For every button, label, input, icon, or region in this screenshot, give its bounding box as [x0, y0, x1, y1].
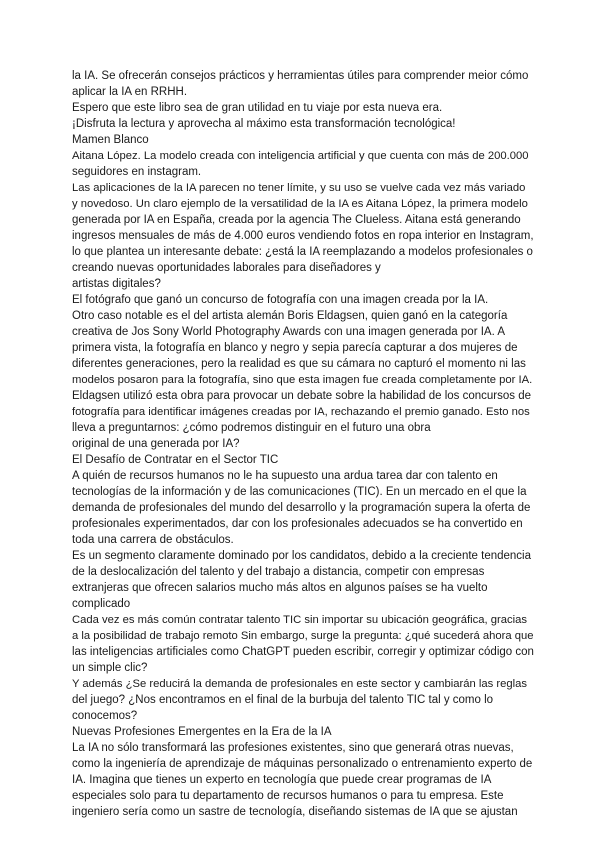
text-line: artistas digitales? [72, 278, 161, 290]
text-line: creativa de Jos Sony World Photography Awards con una imagen generada por IA. A [72, 326, 506, 338]
text-line: de la deslocalización del talento y del trabajo a distancia, competir con empresas [72, 566, 485, 578]
text-line: La IA no sólo transformará las profesiones existentes, sino que generará otras nuevas, [72, 742, 514, 754]
section-heading: Nuevas Profesiones Emergentes en la Era de la IA [72, 726, 332, 738]
document-page [72, 68, 534, 820]
text-line: original de una generada por IA? [72, 438, 240, 450]
text-line: fotografía para identificar imágenes creadas por IA, rechazando el premio ganado. Esto nos [72, 406, 530, 418]
text-line: Espero que este libro sea de gran utilidad en tu viaje por esta nueva era. [72, 102, 443, 114]
text-line: creando nuevas oportunidades laborales para diseñadores y [72, 262, 381, 274]
text-line: Aitana López. La modelo creada con inteligencia artificial y que cuenta con más de 200.000 [72, 150, 529, 162]
text-line: y novedoso. Un claro ejemplo de la versatilidad de la IA es Aitana López, la primera modelo [72, 198, 528, 210]
text-line: aplicar la IA en RRHH. [72, 86, 188, 98]
text-line: lo que plantea un interesante debate: ¿está la IA reemplazando a modelos profesionales o [72, 246, 533, 258]
text-line: ingresos mensuales de más de 4.000 euros vendiendo fotos en ropa interior en Instagram, [72, 230, 534, 242]
text-line: las inteligencias artificiales como ChatGPT pueden escribir, corregir y optimizar código con [72, 646, 534, 658]
text-line: conocemos? [72, 710, 138, 722]
text-line: Y además ¿Se reducirá la demanda de profesionales en este sector y cambiarán las reglas [72, 678, 528, 690]
text-line: Las aplicaciones de la IA parecen no tener límite, y su uso se vuelve cada vez más variado [72, 182, 526, 194]
author-name: Mamen Blanco [72, 134, 149, 146]
text-line: lleva a preguntarnos: ¿cómo podremos distinguir en el futuro una obra [72, 422, 431, 434]
text-line: IA. Imagina que tienes un experto en tecnología que puede crear programas de IA [72, 774, 492, 786]
text-line: toda una carrera de obstáculos. [72, 534, 234, 546]
text-line: diferentes generaciones, pero la realidad es que su cámara no capturó el momento ni las [72, 358, 526, 370]
text-line: Eldagsen utilizó esta obra para provocar un debate sobre la habilidad de los concursos de [72, 390, 532, 402]
text-line: del juego? ¿Nos encontramos en el final de la burbuja del talento TIC tal y como lo [72, 694, 494, 706]
text-line: un simple clic? [72, 662, 148, 674]
text-line: Cada vez es más común contratar talento TIC sin importar su ubicación geográfica, gracias [72, 614, 528, 626]
text-line: A quién de recursos humanos no le ha supuesto una ardua tarea dar con talento en [72, 470, 498, 482]
text-line: ingeniero sería como un sastre de tecnología, diseñando sistemas de IA que se ajustan [72, 806, 518, 818]
text-line: Otro caso notable es el del artista alemán Boris Eldagsen, quien ganó en la categoría [72, 310, 508, 322]
text-line: modelos posaron para la fotografía, sino que esta imagen fue creada completamente por IA. [72, 374, 533, 386]
text-line: primera vista, la fotografía en blanco y negro y sepia parecía capturar a dos mujeres de [72, 342, 518, 354]
text-line: El fotógrafo que ganó un concurso de fotografía con una imagen creada por la IA. [72, 294, 489, 306]
text-line: seguidores en instagram. [72, 166, 202, 178]
text-line: complicado [72, 598, 131, 610]
section-heading: El Desafío de Contratar en el Sector TIC [72, 454, 279, 466]
text-line: ¡Disfruta la lectura y aprovecha al máximo esta transformación tecnológica! [72, 118, 456, 130]
text-line: como la ingeniería de aprendizaje de máquinas personalizado o entrenamiento experto de [72, 758, 533, 770]
text-line: especiales solo para tu departamento de recursos humanos o para tu empresa. Este [72, 790, 504, 802]
text-line: tecnologías de la información y de las comunicaciones (TIC). En un mercado en el que la [72, 486, 527, 498]
text-line: profesionales experimentados, dar con los profesionales adecuados se ha convertido en [72, 518, 523, 530]
text-line: extranjeras que ofrecen salarios mucho más altos en algunos países se ha vuelto [72, 582, 488, 594]
text-line: generada por IA en España, creada por la agencia The Clueless. Aitana está generando [72, 214, 521, 226]
text-line: Es un segmento claramente dominado por los candidatos, debido a la creciente tendencia [72, 550, 532, 562]
text-line: a la posibilidad de trabajo remoto Sin embargo, surge la pregunta: ¿qué sucederá ahora que [72, 630, 534, 642]
text-line: demanda de profesionales del mundo del desarrollo y la programación supera la oferta de [72, 502, 531, 514]
text-line: la IA. Se ofrecerán consejos prácticos y herramientas útiles para comprender meior cómo [72, 70, 529, 82]
